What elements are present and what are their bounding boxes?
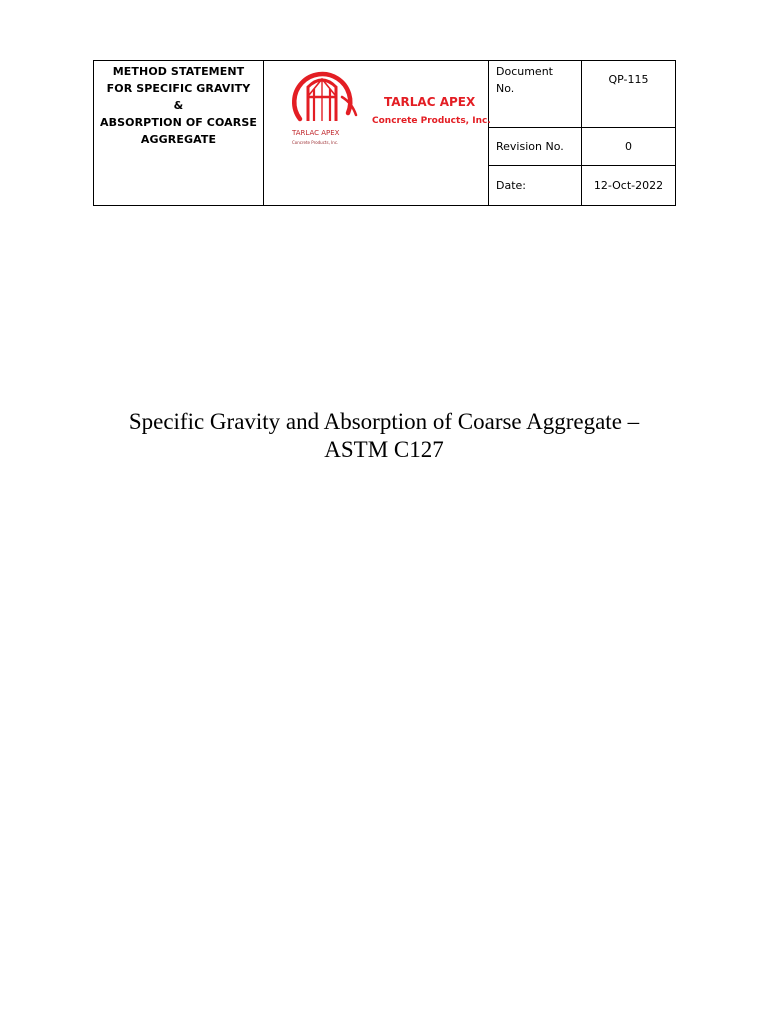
brand-subtitle: Concrete Products, Inc.: [372, 116, 491, 126]
title-line-1: METHOD STATEMENT: [112, 65, 245, 78]
document-main-heading: [60, 408, 708, 464]
company-logo: [286, 67, 491, 147]
date-value: 12-Oct-2022: [582, 166, 676, 206]
heading-line-2: ASTM C127: [324, 437, 444, 462]
brand-tiny-text: Concrete Products, Inc.: [292, 140, 339, 145]
document-no-value: QP-115: [582, 61, 676, 128]
title-line-3: ABSORPTION OF COARSE: [100, 116, 257, 129]
brand-name: TARLAC APEX: [384, 95, 476, 109]
heading-line-1: Specific Gravity and Absorption of Coarse Aggregate –: [128, 409, 640, 434]
brand-small-text: TARLAC APEX: [292, 129, 340, 137]
revision-label: Revision No.: [489, 128, 582, 166]
document-no-label-line-1: Document: [496, 65, 553, 78]
method-statement-title: [94, 61, 264, 206]
document-no-label: [489, 61, 582, 128]
logo-cell: [264, 61, 489, 206]
document-header-table: [93, 60, 676, 206]
date-label: Date:: [489, 166, 582, 206]
revision-value: 0: [582, 128, 676, 166]
document-no-label-line-2: No.: [496, 82, 515, 95]
title-line-2: FOR SPECIFIC GRAVITY &: [106, 82, 251, 112]
title-line-4: AGGREGATE: [140, 133, 217, 146]
tarlac-apex-logo-icon: [286, 67, 366, 129]
